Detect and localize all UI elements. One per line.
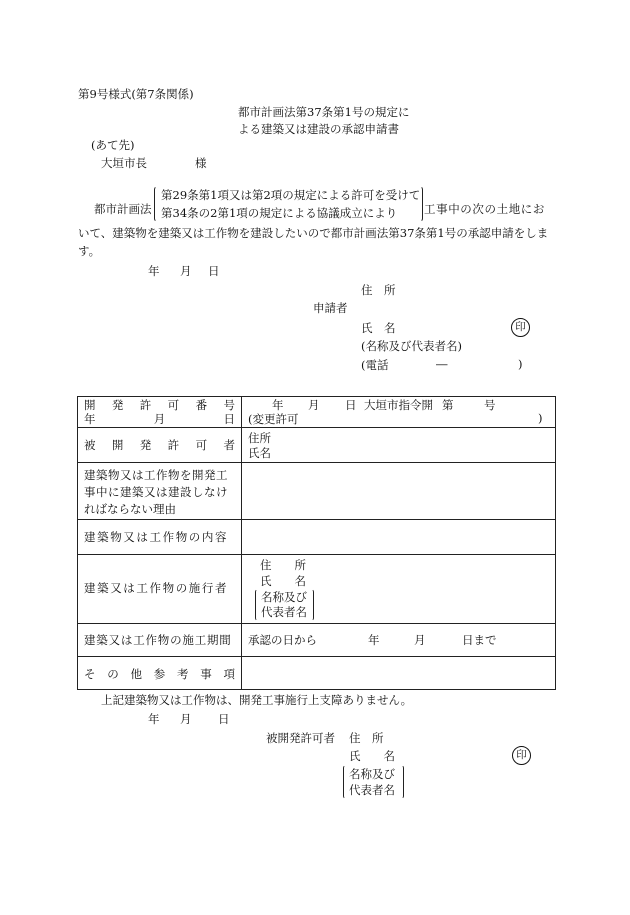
applicant-address-label: 住 所 [361,283,396,297]
label-permit-number-top: 開 発 許 可 番 号 [84,398,235,412]
applicant-phone-dash: ― [436,357,448,371]
label-contractor: 建築又は工作物の施行者 [78,555,242,624]
footer-corp-line2: 代表者名 [349,783,395,797]
period-year: 年 [368,633,380,647]
date-year: 年 [148,264,160,278]
period-until: 日まで [462,633,497,647]
permittee-name-label: 氏名 [248,446,271,460]
applicant-name-label: 氏 名 [361,321,396,335]
addressee: 大垣市長 [101,156,147,170]
table-row-reason [78,463,556,520]
permit-day: 日 [345,398,357,412]
value-period[interactable] [242,624,556,657]
permit-city: 大垣市指令開 [364,398,433,412]
addressee-label: (あて先) [91,138,135,152]
body-line2: いて、建築物を建築又は工作物を建設したいので都市計画法第37条第1号の承認申請をしま [78,226,549,240]
contractor-address-label: 住 所 [260,558,306,572]
footer-year: 年 [148,712,160,726]
label-remarks: そ の 他 参 考 事 項 [78,657,242,690]
permittee-address-label: 住所 [248,431,271,445]
option-close-bracket [416,186,423,222]
permit-no-suffix: 号 [484,398,496,412]
applicant-corp-note: (名称及び代表者名) [361,339,462,353]
footer-permittee-label: 被開発許可者 [266,731,335,745]
table-row-period [78,624,556,657]
table-row-content [78,520,556,555]
date-month: 月 [180,264,192,278]
reason-line3: ればならない理由 [84,502,176,516]
change-permit-close: ) [538,411,543,425]
footer-statement: 上記建築物又は工作物は、開発工事施行上支障ありません。 [101,693,413,707]
form-title-line2: よる建築又は建設の承認申請書 [238,122,399,136]
applicant-phone-open: (電話 [361,358,389,372]
applicant-label: 申請者 [313,301,348,315]
permit-month: 月 [308,398,320,412]
contractor-corp-line2: 代表者名 [261,605,307,619]
table-row-permittee [78,428,556,463]
footer-month: 月 [180,712,192,726]
body-line3: す。 [78,244,101,258]
form-number: 第9号様式(第7条関係) [78,87,194,101]
contractor-corp-close-bracket [308,589,314,621]
label-permit-date: 年 月 日 [84,412,235,426]
honorific: 様 [195,156,207,170]
footer-day: 日 [218,712,230,726]
value-content[interactable] [242,520,556,555]
label-content: 建築物又は工作物の内容 [78,520,242,555]
application-table [77,396,556,690]
period-from: 承認の日から [248,633,317,647]
value-permit-number[interactable] [242,397,556,428]
table-row-contractor [78,555,556,624]
footer-name-label: 氏 名 [349,749,395,763]
label-permit-number [78,397,242,428]
label-period: 建築又は工作物の施工期間 [78,624,242,657]
date-day: 日 [208,264,220,278]
value-permittee[interactable] [242,428,556,463]
table-row-permit-number [78,397,556,428]
label-permittee: 被 開 発 許 可 者 [78,428,242,463]
option-consultation: 第34条の2第1項の規定による協議成立により [161,206,398,220]
label-reason [78,463,242,520]
option-permission: 第29条第1項又は第2項の規定による許可を受けて [161,188,421,202]
footer-address-label: 住 所 [349,731,384,745]
reason-line2: 事中に建築又は建設しなけ [84,485,228,499]
body-line1-suffix: 工事中の次の土地にお [424,202,545,216]
applicant-seal-mark: 印 [511,318,530,337]
period-month: 月 [414,633,426,647]
reason-line1: 建築物又は工作物を開発工 [84,468,228,482]
body-prefix: 都市計画法 [94,202,152,216]
permit-no-prefix: 第 [442,398,454,412]
contractor-name-label: 氏 名 [260,574,306,588]
form-title-line1: 都市計画法第37条第1号の規定に [238,105,410,119]
value-reason[interactable] [242,463,556,520]
value-remarks[interactable] [242,657,556,690]
footer-corp-line1: 名称及び [349,767,395,781]
footer-seal-mark: 印 [512,746,531,765]
permit-year: 年 [272,398,284,412]
value-contractor[interactable] [242,555,556,624]
change-permit-open: (変更許可 [248,412,299,426]
applicant-phone-close: ) [518,357,523,371]
footer-corp-close-bracket [398,765,404,799]
table-row-remarks [78,657,556,690]
contractor-corp-line1: 名称及び [261,590,307,604]
option-open-bracket [154,186,161,222]
